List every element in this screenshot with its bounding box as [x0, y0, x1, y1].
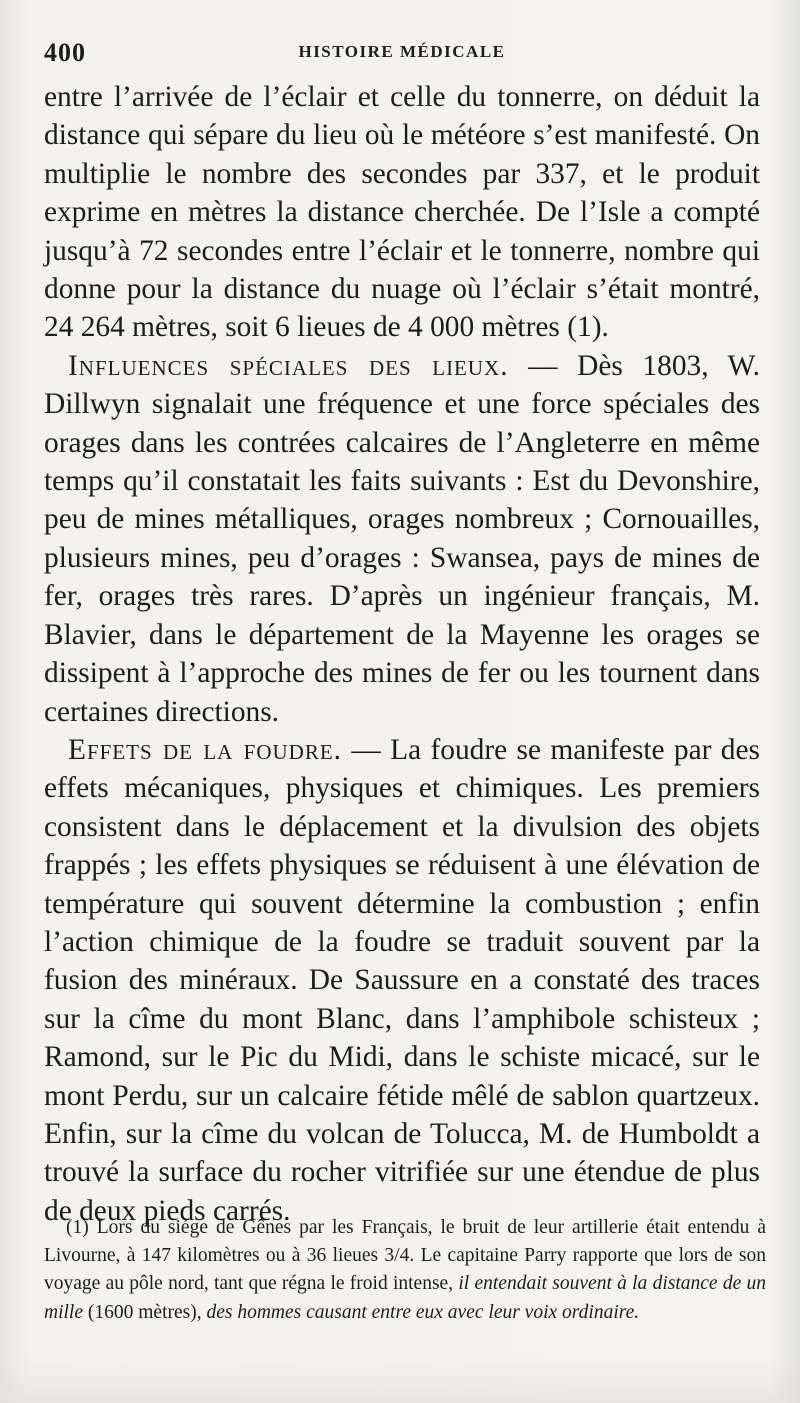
footnote-text: (1) Lors du siége de Gênes par les Français, le bruit de leur artillerie était entendu à Livourne, à 147 kilomètres ou à 36 lieues 3/4. Le capitaine Parry rapporte que lors de son voyage au pôle nord, tant que régna le froid intense,	[44, 1217, 766, 1295]
paragraph-text: — Dès 1803, W. Dillwyn signalait une fréquence et une force spéciales des orages dans les contrées calcaires de l’Angleterre en même temps qu’il constatait les faits suivants : Est du Devonshire, peu de mines métalliques, orages nombreux ; Cornouailles, plusieurs mines, peu d’orages : Swansea, pays de mines de fer, orages très rares. D’après un ingénieur français, M. Blavier, dans le département de la Mayenne les orages se dissipent à l’approche des mines de fer ou les tournent dans certaines directions.	[44, 349, 760, 728]
page-header	[44, 38, 760, 68]
paragraph-distance	[44, 78, 760, 347]
paper-edge-shading	[0, 1357, 800, 1403]
paragraph-effets	[44, 731, 760, 1230]
paragraph-text: entre l’arrivée de l’éclair et celle du tonnerre, on déduit la distance qui sépare du lieu où le météore s’est manifesté. On multiplie le nombre des secondes par 337, et le produit exprime en mètres la distance cherchée. De l’Isle a compté jusqu’à 72 secondes entre l’éclair et le tonnerre, nombre qui donne pour la distance du nuage où l’éclair s’était montré, 24 264 mètres, soit 6 lieues de 4 000 mètres (1).	[44, 81, 760, 344]
page-number: 400	[44, 38, 86, 67]
footnote-italic: il entendait souvent à la distance de un mille	[44, 1273, 766, 1323]
footnotes	[44, 1214, 766, 1327]
main-text	[44, 78, 760, 1230]
footnote-text-2: (1600 mètres),	[83, 1301, 207, 1323]
running-head: HISTOIRE MÉDICALE	[298, 42, 506, 61]
section-heading: Influences spéciales des lieux.	[68, 349, 509, 382]
paragraph-text: — La foudre se manifeste par des effets mécaniques, physiques et chimiques. Les premiers consistent dans le déplacement et la divulsion des objets frappés ; les effets physiques se réduisent à une élévation de température qui souvent détermine la combustion ; enfin l’action chimique de la foudre se traduit souvent par la fusion des minéraux. De Saussure en a constaté des traces sur la cîme du mont Blanc, dans l’amphibole schisteux ; Ramond, sur le Pic du Midi, dans le schiste micacé, sur le mont Perdu, sur un calcaire fétide mêlé de sablon quartzeux. Enfin, sur la cîme du volcan de Tolucca, M. de Humboldt a trouvé la surface du rocher vitrifiée sur une étendue de plus de deux pieds carrés.	[44, 733, 760, 1227]
section-heading: Effets de la foudre.	[68, 733, 343, 766]
footnote	[44, 1214, 766, 1327]
footnote-italic-2: des hommes causant entre eux avec leur voix ordinaire.	[206, 1301, 640, 1323]
paragraph-influences	[44, 347, 760, 731]
